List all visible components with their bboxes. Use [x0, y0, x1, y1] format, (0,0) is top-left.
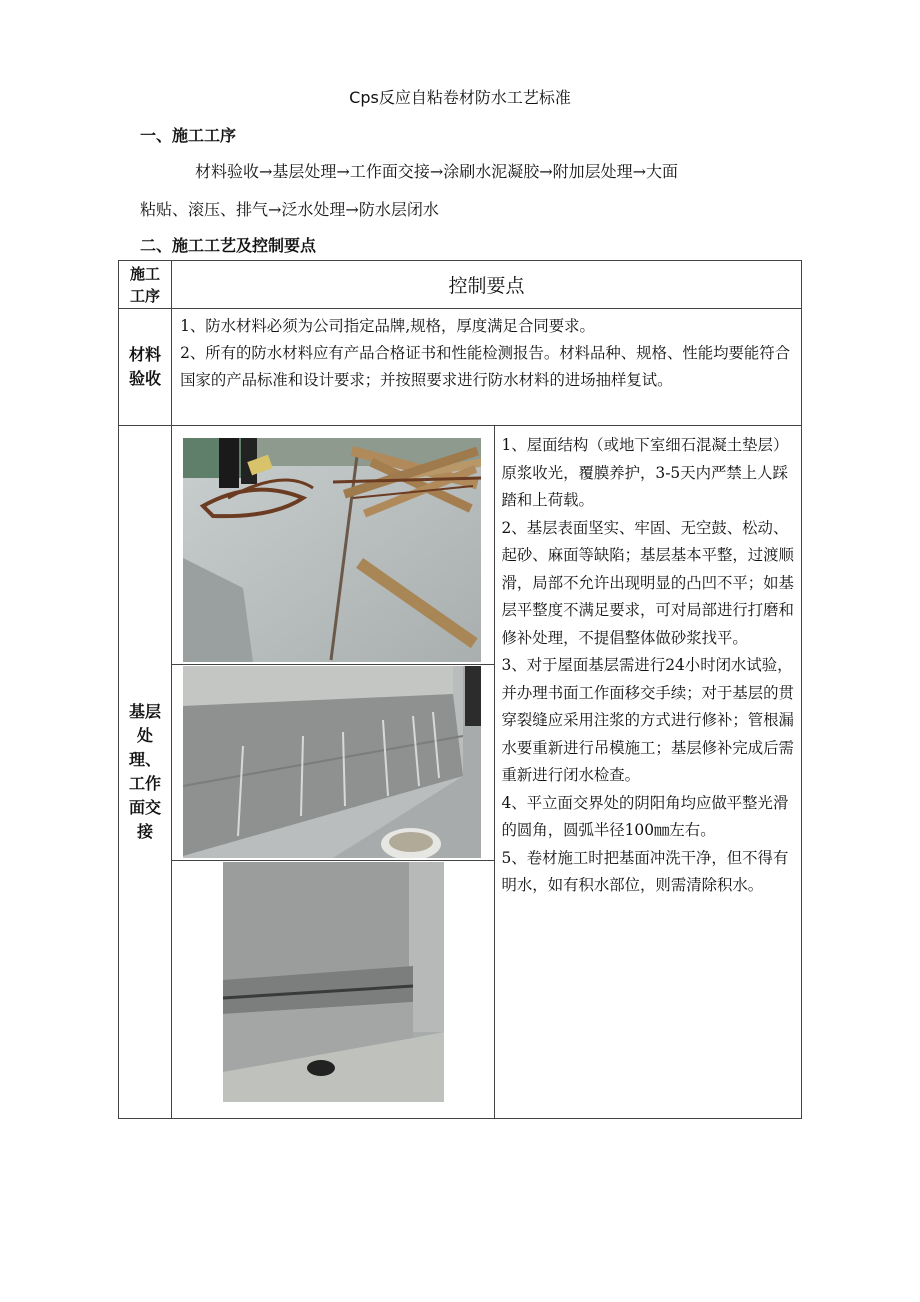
base-point-1: 1、屋面结构（或地下室细石混凝土垫层）原浆收光，覆膜养护，3-5天内严禁上人踩踏和上荷载。	[501, 436, 789, 509]
base-label-line-5: 面交	[129, 798, 162, 817]
base-point-4: 4、平立面交界处的阴阳角均应做平整光滑的圆角，圆弧半径100㎜左右。	[501, 793, 789, 839]
photo-divider-2	[172, 860, 494, 861]
photo-wall-base	[183, 666, 481, 858]
header-process-line-2: 工序	[130, 286, 161, 305]
header-process-line-1: 施工	[130, 264, 161, 283]
materials-label-line-1: 材料	[129, 345, 162, 364]
base-photos-cell	[172, 426, 494, 1119]
materials-point-2: 2、所有的防水材料应有产品合格证书和性能检测报告。材料品种、规格、性能均要能符合国家的产品标准和设计要求；并按照要求进行防水材料的进场抽样复试。	[180, 344, 791, 389]
base-label-line-2: 处	[137, 726, 154, 745]
base-point-2: 2、基层表面坚实、牢固、无空鼓、松动、起砂、麻面等缺陷；基层基本平整，过渡顺滑，局部不允许出现明显的凸凹不平；如基层平整度不满足要求，可对局部进行打磨和修补处理，不提倡整体做砂浆找平。	[501, 518, 794, 647]
materials-points-cell	[172, 309, 802, 426]
base-label-line-6: 接	[137, 822, 154, 841]
photo-roof-slab	[183, 438, 481, 662]
photo-column-base	[223, 862, 444, 1102]
table-row-base	[119, 426, 802, 1119]
section-heading-control: 二、施工工艺及控制要点	[140, 236, 317, 255]
base-label-line-4: 工作	[129, 774, 162, 793]
materials-point-1: 1、防水材料必须为公司指定品牌,规格，厚度满足合同要求。	[180, 317, 595, 335]
process-flow-line-1: 材料验收→基层处理→工作面交接→涂刷水泥凝胶→附加层处理→大面	[195, 162, 679, 181]
base-label-cell	[119, 426, 172, 1119]
page-title: Cps反应自粘卷材防水工艺标准	[349, 88, 571, 107]
photo-roof-slab-image	[183, 438, 481, 662]
table-row-materials	[119, 309, 802, 426]
table-header-row	[119, 261, 802, 309]
materials-label-line-2: 验收	[129, 369, 162, 388]
control-points-table	[118, 260, 802, 1119]
header-process-cell	[119, 261, 172, 309]
base-points-cell	[494, 426, 801, 1119]
header-control-points: 控制要点	[172, 261, 802, 309]
base-point-5: 5、卷材施工时把基面冲洗干净，但不得有明水，如有积水部位，则需清除积水。	[501, 848, 789, 894]
photo-divider-1	[172, 664, 494, 665]
base-label-line-3: 理、	[129, 750, 162, 769]
photo-column-base-image	[223, 862, 444, 1102]
base-point-3: 3、对于屋面基层需进行24小时闭水试验，并办理书面工作面移交手续；对于基层的贯穿裂缝应采用注浆的方式进行修补；管根漏水要重新进行吊模施工；基层修补完成后需重新进行闭水检查。	[501, 656, 794, 784]
materials-label-cell	[119, 309, 172, 426]
photo-stack	[172, 426, 494, 1112]
photo-wall-base-image	[183, 666, 481, 858]
section-heading-process: 一、施工工序	[140, 126, 237, 145]
base-label-line-1: 基层	[129, 702, 162, 721]
process-flow-line-2: 粘贴、滚压、排气→泛水处理→防水层闭水	[140, 200, 439, 219]
